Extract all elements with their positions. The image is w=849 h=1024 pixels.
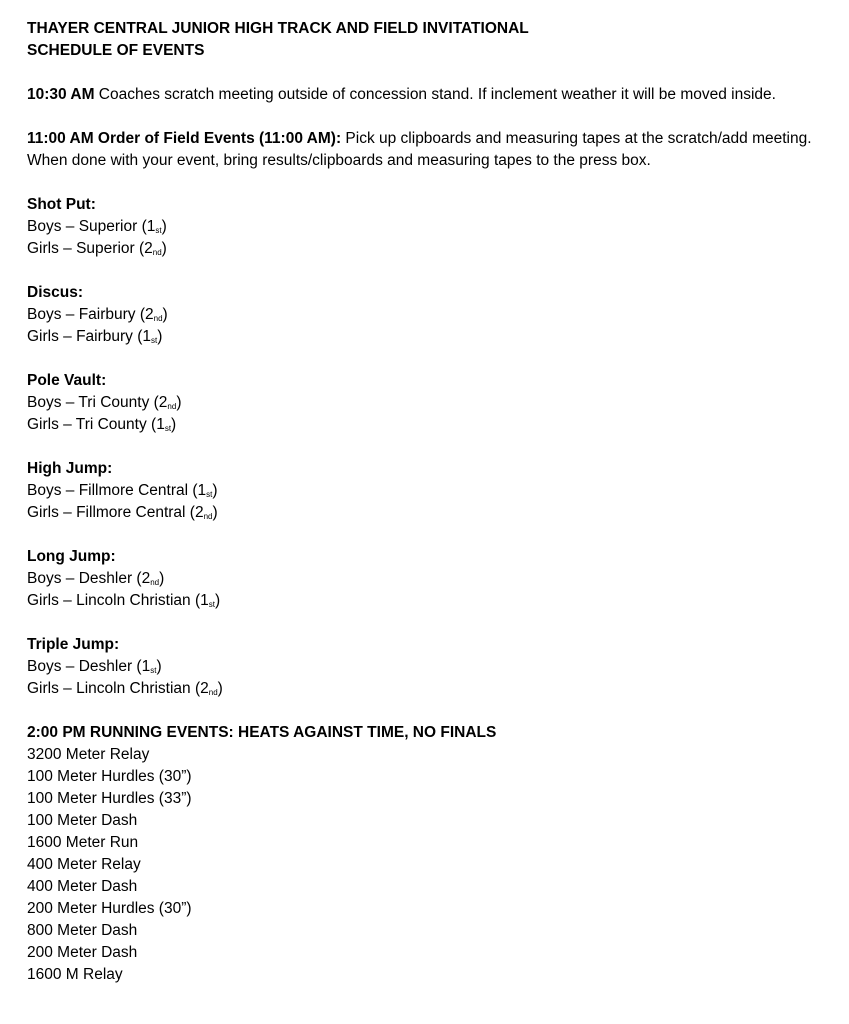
boys-assignment-text: Boys – Deshler (2 [27,570,151,587]
scratch-meeting-time: 10:30 AM [27,86,95,103]
boys-assignment [27,304,827,326]
document-subtitle: SCHEDULE OF EVENTS [27,42,205,59]
closing-paren: ) [171,416,177,433]
running-event-item: 1600 Meter Run [27,834,139,851]
boys-assignment [27,392,827,414]
boys-assignment-text: Boys – Superior (1 [27,218,156,235]
ordinal-suffix: nd [167,402,177,411]
spacer [27,62,827,84]
boys-assignment [27,656,827,678]
closing-paren: ) [161,218,167,235]
field-events-heading: 11:00 AM Order of Field Events (11:00 AM): [27,130,342,147]
document-title: THAYER CENTRAL JUNIOR HIGH TRACK AND FIELD INVITATIONAL [27,20,529,37]
ordinal-suffix: nd [208,688,218,697]
running-event-item: 100 Meter Hurdles (30”) [27,768,192,785]
running-event-item: 800 Meter Dash [27,922,138,939]
closing-paren: ) [156,658,162,675]
girls-assignment [27,678,827,700]
closing-paren: ) [159,570,165,587]
document-page [27,18,827,986]
ordinal-suffix: st [151,336,158,345]
ordinal-suffix: nd [152,248,162,257]
boys-assignment [27,480,827,502]
spacer [27,172,827,194]
girls-assignment-text: Girls – Lincoln Christian (1 [27,592,209,609]
boys-assignment-text: Boys – Fairbury (2 [27,306,154,323]
girls-assignment-text: Girls – Fairbury (1 [27,328,152,345]
girls-assignment [27,326,827,348]
field-events-instructions: Pick up clipboards and measuring tapes at the scratch/add meeting. When done with your event, bring results/clipboards and measuring tapes to the press box. [27,130,812,169]
boys-assignment [27,216,827,238]
field-event-name: Pole Vault: [27,372,107,389]
running-events-heading: 2:00 PM RUNNING EVENTS: HEATS AGAINST TIME, NO FINALS [27,724,497,741]
spacer [27,700,827,722]
ordinal-suffix: st [150,666,157,675]
running-event-item: 3200 Meter Relay [27,746,150,763]
field-event-discus [27,282,827,370]
ordinal-suffix: nd [153,314,163,323]
spacer [27,612,827,634]
girls-assignment-text: Girls – Superior (2 [27,240,153,257]
spacer [27,348,827,370]
running-events-section [27,722,827,986]
running-event-item: 200 Meter Dash [27,944,138,961]
spacer [27,436,827,458]
closing-paren: ) [212,482,218,499]
scratch-meeting-paragraph [27,84,827,106]
closing-paren: ) [157,328,163,345]
field-events-intro [27,128,827,172]
closing-paren: ) [176,394,182,411]
boys-assignment-text: Boys – Fillmore Central (1 [27,482,207,499]
spacer [27,260,827,282]
running-event-item: 400 Meter Relay [27,856,141,873]
boys-assignment-text: Boys – Tri County (2 [27,394,168,411]
closing-paren: ) [215,592,221,609]
girls-assignment-text: Girls – Lincoln Christian (2 [27,680,209,697]
girls-assignment-text: Girls – Fillmore Central (2 [27,504,204,521]
running-event-item: 1600 M Relay [27,966,123,983]
girls-assignment-text: Girls – Tri County (1 [27,416,165,433]
field-event-name: Discus: [27,284,83,301]
closing-paren: ) [161,240,167,257]
ordinal-suffix: st [206,490,213,499]
spacer [27,524,827,546]
girls-assignment [27,238,827,260]
field-event-triple-jump [27,634,827,722]
running-event-item: 400 Meter Dash [27,878,138,895]
girls-assignment [27,590,827,612]
field-event-pole-vault [27,370,827,458]
running-event-item: 100 Meter Dash [27,812,138,829]
field-event-name: Shot Put: [27,196,96,213]
spacer [27,106,827,128]
ordinal-suffix: nd [203,512,213,521]
field-event-name: High Jump: [27,460,113,477]
closing-paren: ) [162,306,168,323]
field-event-high-jump [27,458,827,546]
running-event-item: 200 Meter Hurdles (30”) [27,900,192,917]
ordinal-suffix: st [164,424,172,433]
field-event-long-jump [27,546,827,634]
boys-assignment-text: Boys – Deshler (1 [27,658,151,675]
ordinal-suffix: st [208,600,215,609]
closing-paren: ) [212,504,218,521]
field-event-shot-put [27,194,827,282]
field-events-list [27,194,827,722]
girls-assignment [27,502,827,524]
ordinal-suffix: st [155,226,162,235]
boys-assignment [27,568,827,590]
ordinal-suffix: nd [150,578,160,587]
running-event-item: 100 Meter Hurdles (33”) [27,790,192,807]
field-event-name: Long Jump: [27,548,116,565]
scratch-meeting-text: Coaches scratch meeting outside of concession stand. If inclement weather it will be moved inside. [94,86,776,103]
girls-assignment [27,414,827,436]
field-event-name: Triple Jump: [27,636,120,653]
closing-paren: ) [217,680,223,697]
